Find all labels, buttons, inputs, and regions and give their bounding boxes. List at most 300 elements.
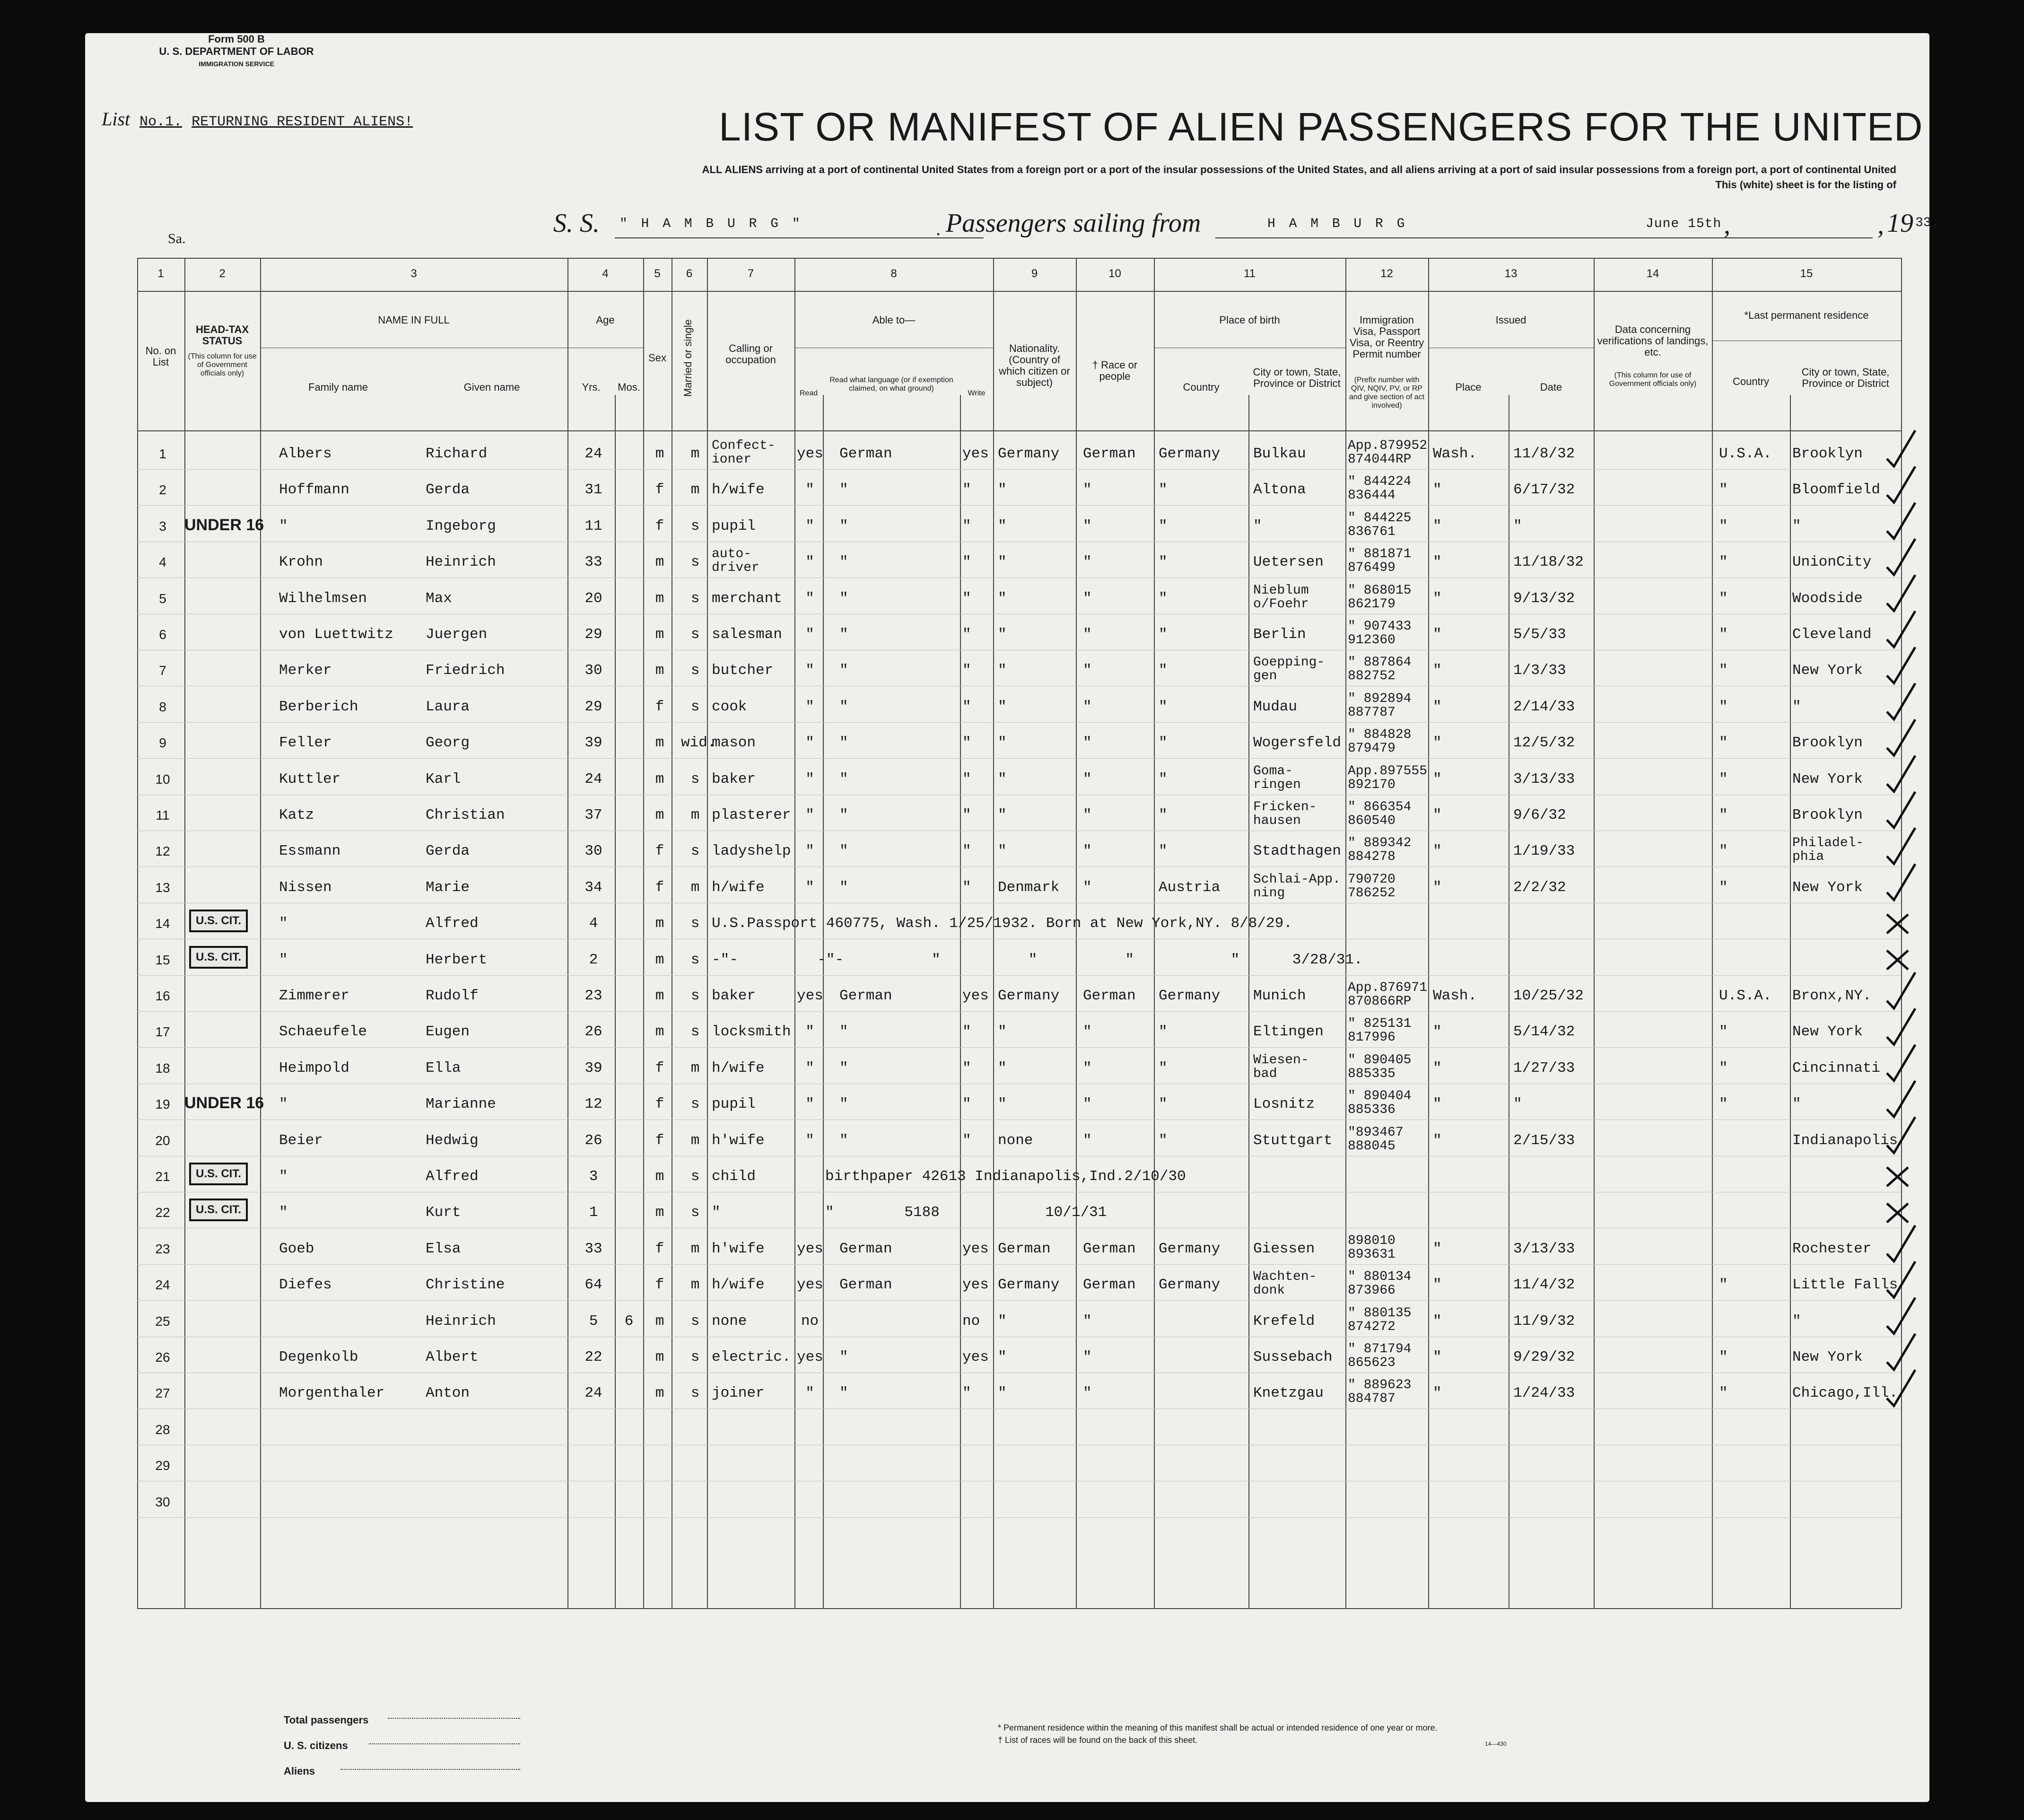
cell-no: 15 [155,952,170,967]
cell-ms: s [690,698,700,715]
cell-family: " [279,1168,288,1185]
cell-lc: U.S.A. [1719,988,1772,1004]
cell-nat: " [998,1385,1007,1402]
binder-hole [1934,1197,1951,1214]
cell-write: " [962,1132,971,1149]
cell-ms: s [690,915,700,932]
cell-date: 1/27/33 [1513,1059,1575,1076]
cell-race: " [1083,1349,1092,1365]
check-mark [1887,1167,1908,1186]
cell-yrs: 64 [585,1277,602,1294]
cell-given: Christian [426,807,505,823]
cell-read: " [805,662,814,679]
cell-write: " [962,735,971,752]
cell-occ: ladyshelp [712,843,791,860]
cell-given: Friedrich [426,662,505,679]
cell-yrs: 20 [585,590,602,607]
cell-no: 8 [159,699,166,714]
cell-family: " [279,915,288,932]
cell-family: Berberich [279,698,358,715]
cell-place: " [1433,1312,1442,1330]
check-mark [1887,972,1915,1008]
header-able: Able to— [872,314,916,326]
cell-write: " [962,807,971,823]
cell-city: Munich [1253,988,1306,1004]
cell-race: " [1083,770,1092,788]
cell-nat: " [998,1024,1007,1041]
cell-write: yes [962,1240,989,1257]
cell-ms: m [690,481,700,499]
cell-sex: f [655,1277,664,1294]
cell-sex: m [655,554,664,571]
cell-no: 2 [159,482,166,498]
cell-read: " [805,1385,814,1402]
cell-lcity: Bloomfield [1792,481,1881,499]
cell-occ: merchant [712,590,782,607]
cell-no: 10 [155,771,170,787]
cell-visa: " 844224 836444 [1348,474,1412,503]
headtax-under16-stamp: UNDER 16 [184,1094,264,1112]
cell-city: Fricken- hausen [1253,800,1317,828]
cell-yrs: 37 [585,807,602,823]
cell-lc: " [1719,1096,1728,1113]
cell-ms: s [690,517,700,534]
cell-place: " [1433,879,1442,896]
cell-city: Krefeld [1253,1312,1315,1330]
header-pob: Place of birth [1219,314,1280,326]
cell-lang: " [839,1349,848,1365]
cell-visa: App.879952 874044RP [1348,438,1428,467]
col-num-15: 15 [1800,267,1813,280]
binder-hole [1963,1197,1980,1214]
cell-family: Feller [279,735,332,752]
cell-place: " [1433,698,1442,715]
cell-city: Uetersen [1253,554,1324,571]
cell-given: Ingeborg [426,517,496,534]
cell-given: Herbert [426,951,488,968]
cell-date: 11/8/32 [1513,446,1575,462]
cell-visa: " 880135 874272 [1348,1305,1412,1334]
cell-place: " [1433,1240,1442,1257]
cell-read: yes [797,446,823,462]
cell-lcity: Brooklyn [1792,735,1863,752]
cell-lcity: Bronx,NY. [1792,988,1872,1004]
cell-city: Altona [1253,481,1306,499]
cell-ms: s [690,590,700,607]
cell-family: Morgenthaler [279,1385,385,1402]
cell-no: 22 [155,1205,170,1220]
cell-given: Alfred [426,1168,479,1185]
cell-sex: f [655,698,664,715]
cell-lang: " [839,735,848,752]
cell-visa: 898010 893631 [1348,1233,1396,1262]
cell-date: 1/24/33 [1513,1385,1575,1402]
cell-race: German [1083,446,1136,462]
cell-visa: " 844225 836761 [1348,510,1412,539]
cell-write: " [962,1059,971,1076]
cell-read: " [805,698,814,715]
cell-lc: " [1719,554,1728,571]
cell-nat: " [998,1312,1007,1330]
cell-visa: " 881871 876499 [1348,547,1412,576]
check-mark [1887,864,1915,900]
cell-nat: " [998,554,1007,571]
cell-family: Katz [279,807,314,823]
cell-ms: s [690,662,700,679]
cell-occ: auto- driver [712,547,759,576]
cell-note: -"- -"- " " " " 3/28/31. [712,951,1363,968]
cell-lang: " [839,770,848,788]
cell-place: " [1433,770,1442,788]
header-nationality: Nationality. (Country of which citizen or subject) [999,342,1070,388]
cell-family: Beier [279,1132,323,1149]
cell-race: " [1083,554,1092,571]
cell-lc: " [1719,735,1728,752]
col-num-11: 11 [1244,267,1256,280]
cell-given: Ella [426,1059,461,1076]
cell-note: U.S.Passport 460775, Wash. 1/25/1932. Born at New York,NY. 8/8/29. [712,915,1292,932]
cell-lang: " [839,662,848,679]
cell-city: Stadthagen [1253,843,1342,860]
cell-family: " [279,1096,288,1113]
cell-visa: " 884828 879479 [1348,727,1412,756]
cell-race: " [1083,1024,1092,1041]
cell-family: Goeb [279,1240,314,1257]
cell-race: " [1083,662,1092,679]
cell-read: yes [797,1240,823,1257]
cell-city: Nieblum o/Foehr [1253,583,1309,612]
cell-place: " [1433,554,1442,571]
cell-sex: f [655,1132,664,1149]
cell-city: Stuttgart [1253,1132,1333,1149]
cell-given: Elsa [426,1240,461,1257]
cell-yrs: 24 [585,1385,602,1402]
check-mark [1887,1203,1908,1222]
cell-given: Eugen [426,1024,470,1041]
cell-nat: " [998,698,1007,715]
check-mark [1887,828,1915,864]
col-num-14: 14 [1646,267,1659,280]
cell-sex: m [655,770,664,788]
cell-given: Gerda [426,481,470,499]
cell-lang: German [839,446,892,462]
cell-visa: " 889623 884787 [1348,1378,1412,1407]
cell-place: " [1433,517,1442,534]
cell-read: " [805,735,814,752]
cell-lang: " [839,554,848,571]
cell-city: Bulkau [1253,446,1306,462]
cell-visa: " 890405 885335 [1348,1052,1412,1081]
cell-lc: " [1719,626,1728,643]
check-mark [1887,575,1915,611]
cell-given: Marianne [426,1096,496,1113]
cell-ms: s [690,988,700,1004]
subtitle-line-2: This (white) sheet is for the listing of [1715,179,1896,191]
cell-no: 25 [155,1313,170,1329]
cell-occ: locksmith [712,1024,791,1041]
check-mark [1887,1261,1915,1297]
cell-mos: 6 [624,1312,634,1330]
cell-ms: s [690,1024,700,1041]
cell-place: " [1433,1096,1442,1113]
cell-read: " [805,879,814,896]
cell-occ: Confect- ioner [712,438,776,467]
cell-lcity: New York [1792,662,1863,679]
cell-occ: h/wife [712,1059,765,1076]
cell-no: 14 [155,916,170,931]
col-num-12: 12 [1380,267,1393,280]
cell-country: " [1159,735,1168,752]
cell-occ: child [712,1168,756,1185]
cell-given: Christine [426,1277,505,1294]
cell-sex: m [655,1204,664,1221]
header-date: Date [1540,381,1562,393]
header-age: Age [596,314,615,326]
cell-yrs: 23 [585,988,602,1004]
port-name: H A M B U R G [1267,217,1408,231]
cell-write: " [962,590,971,607]
cell-ms: s [690,951,700,968]
cell-nat: " [998,843,1007,860]
cell-nat: " [998,807,1007,823]
cell-yrs: 39 [585,735,602,752]
footnote-races: † List of races will be found on the back of this sheet. [998,1735,1198,1745]
check-mark [1887,1225,1915,1261]
cell-lcity: " [1792,517,1801,534]
cell-place: " [1433,1024,1442,1041]
cell-given: Alfred [426,915,479,932]
cell-no: 4 [159,555,166,570]
cell-date: 11/9/32 [1513,1312,1575,1330]
cell-city: Goma- ringen [1253,763,1301,792]
cell-date: 11/18/32 [1513,554,1584,571]
header-sex: Sex [648,352,666,364]
cell-no: 7 [159,663,166,678]
cell-ms: s [690,1312,700,1330]
cell-yrs: 26 [585,1024,602,1041]
cell-given: Gerda [426,843,470,860]
cell-date: " [1513,1096,1522,1113]
cell-sex: f [655,879,664,896]
col-num-8: 8 [890,267,897,280]
cell-race: German [1083,1240,1136,1257]
cell-family: Merker [279,662,332,679]
col-num-13: 13 [1504,267,1518,280]
header-calling: Calling or occupation [725,342,776,366]
check-mark [1887,430,1915,466]
header-data14: Data concerning verifications of landings, etc. [1597,324,1709,358]
cell-race: " [1083,879,1092,896]
cell-yrs: 1 [589,1204,598,1221]
cell-visa: " 880134 873966 [1348,1269,1412,1298]
year-prefix: 19 [1887,209,1913,238]
cell-occ: baker [712,988,756,1004]
cell-write: yes [962,446,989,462]
check-mark [1887,1045,1915,1081]
cell-no: 24 [155,1278,170,1293]
cell-occ: h'wife [712,1240,765,1257]
header-lpr: *Last permanent residence [1744,309,1869,321]
cell-city: Giessen [1253,1240,1315,1257]
header-headtax-note: (This column for use of Government officials only) [188,352,257,377]
cell-no: 1 [159,446,166,461]
cell-lcity: Brooklyn [1792,807,1863,823]
cell-place: Wash. [1433,988,1477,1004]
cell-lcity: New York [1792,770,1863,788]
check-mark [1887,1370,1915,1406]
cell-date: 2/15/33 [1513,1132,1575,1149]
cell-visa: 790720 786252 [1348,872,1396,901]
cell-occ: " [712,1204,721,1221]
cell-lang: German [839,988,892,1004]
cell-lang: " [839,879,848,896]
binder-hole [1934,241,1951,258]
cell-no: 6 [159,627,166,642]
year-suffix: 33. [1915,216,1939,230]
cell-country: Germany [1159,1277,1221,1294]
check-mark [1887,683,1915,719]
cell-country: " [1159,1024,1168,1041]
cell-country: Germany [1159,988,1221,1004]
cell-lang: " [839,843,848,860]
cell-given: Max [426,590,452,607]
cell-given: Hedwig [426,1132,479,1149]
cell-visa: " 890404 885336 [1348,1089,1412,1118]
cell-yrs: 33 [585,554,602,571]
cell-read: " [805,517,814,534]
us-citizen-stamp: U.S. CIT. [189,1163,248,1185]
cell-lcity: Philadel- phia [1792,836,1864,865]
cell-city: Wiesen- bad [1253,1052,1309,1081]
header-write: Write [968,389,986,397]
cell-family: Kuttler [279,770,341,788]
cell-read: yes [797,1277,823,1294]
cell-lang: " [839,807,848,823]
us-citizen-stamp: U.S. CIT. [189,946,248,969]
cell-place: Wash. [1433,446,1477,462]
cell-no: 19 [155,1097,170,1112]
cell-nat: German [998,1240,1051,1257]
cell-country: Germany [1159,446,1221,462]
cell-sex: f [655,1096,664,1113]
binder-hole [1963,568,1980,585]
cell-write: yes [962,1349,989,1365]
cell-write: no [962,1312,980,1330]
cell-lang: German [839,1240,892,1257]
cell-yrs: 3 [589,1168,598,1185]
cell-read: " [805,843,814,860]
binder-hole [1963,643,1980,660]
cell-country: " [1159,662,1168,679]
aliens-label: Aliens [284,1765,315,1777]
cell-no: 12 [155,844,170,859]
cell-write: " [962,662,971,679]
cell-given: Albert [426,1349,479,1365]
cell-lang: " [839,1385,848,1402]
list-type: RETURNING RESIDENT ALIENS! [192,114,413,130]
cell-sex: m [655,662,664,679]
header-family: Family name [308,381,368,393]
binder-hole [1963,322,1980,339]
cell-sex: m [655,590,664,607]
cell-ms: s [690,843,700,860]
cell-yrs: 34 [585,879,602,896]
binder-hole [1963,1116,1980,1133]
cell-visa: " 825131 817996 [1348,1016,1412,1045]
cell-ms: wid. [681,735,716,752]
cell-nat: " [998,517,1007,534]
check-mark [1887,539,1915,575]
binder-hole [1963,1452,1980,1469]
cell-yrs: 2 [589,951,598,968]
col-num-3: 3 [410,267,417,280]
cell-lc: " [1719,698,1728,715]
cell-lang: " [839,1024,848,1041]
cell-nat: " [998,1059,1007,1076]
cell-sex: m [655,807,664,823]
cell-sex: m [655,446,664,462]
cell-read: " [805,1024,814,1041]
subtitle-line-1: ALL ALIENS arriving at a port of continental United States from a foreign port or a port of the insular possessions of the United States, and all aliens arriving at a port of said insular possessions from a foreign port, a port of continental United [702,164,1896,175]
cell-country: " [1159,843,1168,860]
cell-sex: m [655,1024,664,1041]
cell-lcity: Rochester [1792,1240,1872,1257]
cell-read: " [805,481,814,499]
cell-race: " [1083,1096,1092,1113]
binder-hole [1934,1452,1951,1469]
header-lpr-city: City or town, State, Province or District [1801,366,1890,389]
cell-city: Wogersfeld [1253,735,1342,752]
cell-write: " [962,481,971,499]
cell-read: " [805,1096,814,1113]
cell-read: " [805,590,814,607]
cell-ms: m [690,1240,700,1257]
cell-sex: m [655,988,664,1004]
binder-hole [1934,322,1951,339]
cell-lc: " [1719,590,1728,607]
cell-city: Wachten- donk [1253,1269,1317,1298]
form-number: Form 500 B [208,33,265,45]
cell-date: " [1513,517,1522,534]
cell-nat: none [998,1132,1033,1149]
cell-occ: plasterer [712,807,791,823]
cell-nat: Germany [998,1277,1060,1294]
page-title: LIST OR MANIFEST OF ALIEN PASSENGERS FOR THE UNITED [719,105,1923,149]
check-mark [1887,1117,1915,1153]
list-number: No.1. [140,114,183,130]
cell-no: 23 [155,1241,170,1256]
check-mark [1887,1081,1915,1117]
cell-city: Eltingen [1253,1024,1324,1041]
cell-no: 27 [155,1386,170,1401]
cell-place: " [1433,481,1442,499]
cell-family: von Luettwitz [279,626,393,643]
cell-yrs: 30 [585,843,602,860]
header-place: Place [1455,381,1482,393]
header-visa-note: (Prefix number with QIV, NQIV, PV, or RP and give section of act involved) [1349,376,1425,410]
cell-city: Sussebach [1253,1349,1333,1365]
cell-yrs: 33 [585,1240,602,1257]
cell-place: " [1433,1385,1442,1402]
cell-lcity: Brooklyn [1792,446,1863,462]
cell-date: 6/17/32 [1513,481,1575,499]
cell-write: " [962,698,971,715]
header-lpr-country: Country [1732,376,1770,387]
cell-lc: U.S.A. [1719,446,1772,462]
cell-write: " [962,517,971,534]
cell-nat: " [998,1096,1007,1113]
cell-place: " [1433,662,1442,679]
